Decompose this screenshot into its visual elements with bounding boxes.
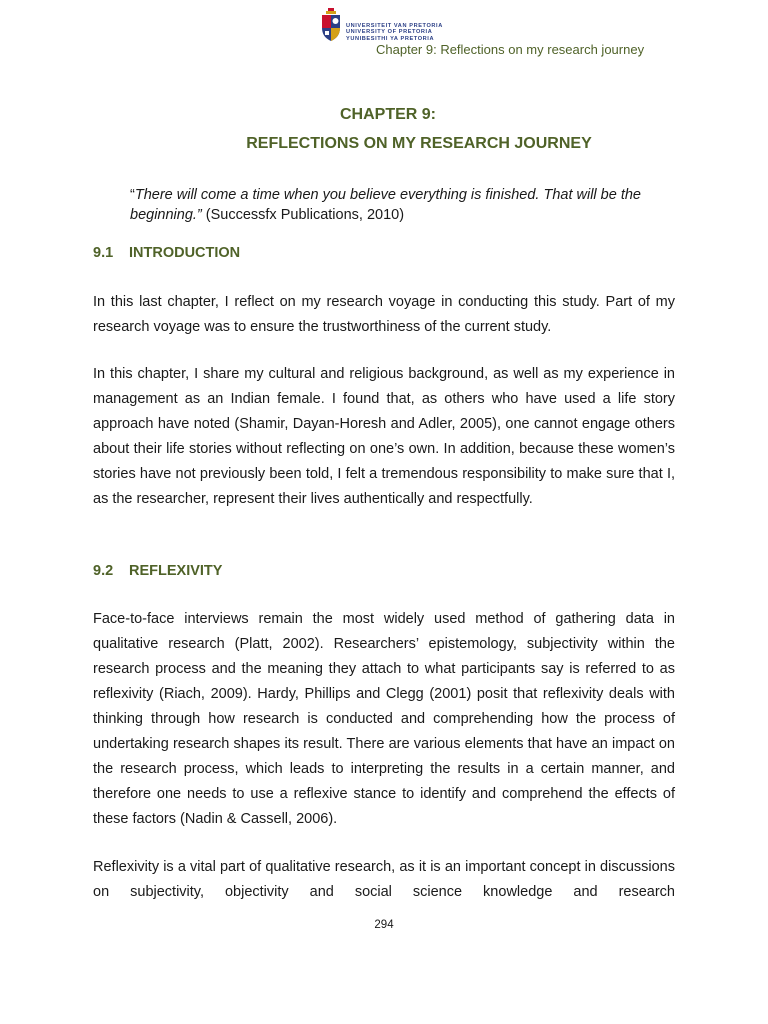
page-number: 294 bbox=[374, 919, 394, 931]
section-heading-introduction bbox=[93, 245, 240, 261]
chapter-title: REFLECTIONS ON MY RESEARCH JOURNEY bbox=[246, 135, 592, 152]
university-logo bbox=[320, 8, 450, 44]
paragraph: In this chapter, I share my cultural and religious background, as well as my experience in management as an Indian female. I found that, as others who have used a life story approach have noted (Shamir, Dayan-Horesh and Adler, 2005), one cannot engage others about their life stories without reflecting on one’s own. In addition, because these women’s stories have not previously been told, I felt a tremendous responsibility to make sure that I, as the researcher, represent their lives authentically and respectfully. bbox=[93, 366, 675, 507]
university-crest-icon bbox=[320, 8, 342, 42]
section-title: INTRODUCTION bbox=[129, 245, 241, 261]
university-name-sepedi: YUNIBESITHI YA PRETORIA bbox=[346, 35, 435, 42]
section-number: 9.1 bbox=[93, 245, 114, 261]
paragraph: In this last chapter, I reflect on my research voyage in conducting this study. Part of my research voyage was to ensure the trustworthiness of the current study. bbox=[93, 294, 675, 335]
university-name-afrikaans: UNIVERSITEIT VAN PRETORIA bbox=[346, 23, 443, 29]
epigraph bbox=[130, 185, 650, 225]
epigraph-quote: There will come a time when you believe everything is finished. That will be the beginning.” bbox=[130, 187, 641, 223]
section-heading-reflexivity bbox=[93, 563, 222, 579]
epigraph-open-quote: “ bbox=[130, 187, 135, 203]
paragraph: Face-to-face interviews remain the most widely used method of gathering data in qualitative research (Platt, 2002). Researchers’ epistemology, subjectivity within the research process and the meaning they attach to what participants say is referred to as reflexivity (Riach, 2009). Hardy, Phillips and Clegg (2001) posit that reflexivity deals with thinking through how research is conducted and comprehending how the process of undertaking research shapes its result. There are various elements that have an impact on the research process, which leads to interpreting the results in a certain manner, and therefore one needs to use a reflexive stance to identify and comprehend the effects of these factors (Nadin & Cassell, 2006). bbox=[93, 611, 675, 827]
section-number: 9.2 bbox=[93, 563, 114, 579]
chapter-number: CHAPTER 9: bbox=[339, 106, 436, 123]
paragraph: Reflexivity is a vital part of qualitative research, as it is an important concept in discussions on subjectivity, objectivity and social science knowledge and research bbox=[93, 859, 675, 900]
university-name bbox=[346, 23, 443, 42]
university-name-english: UNIVERSITY OF PRETORIA bbox=[346, 29, 433, 36]
epigraph-source: (Successfx Publications, 2010) bbox=[201, 207, 405, 223]
section-title: REFLEXIVITY bbox=[129, 563, 223, 579]
running-head: Chapter 9: Reflections on my research journey bbox=[376, 42, 645, 57]
